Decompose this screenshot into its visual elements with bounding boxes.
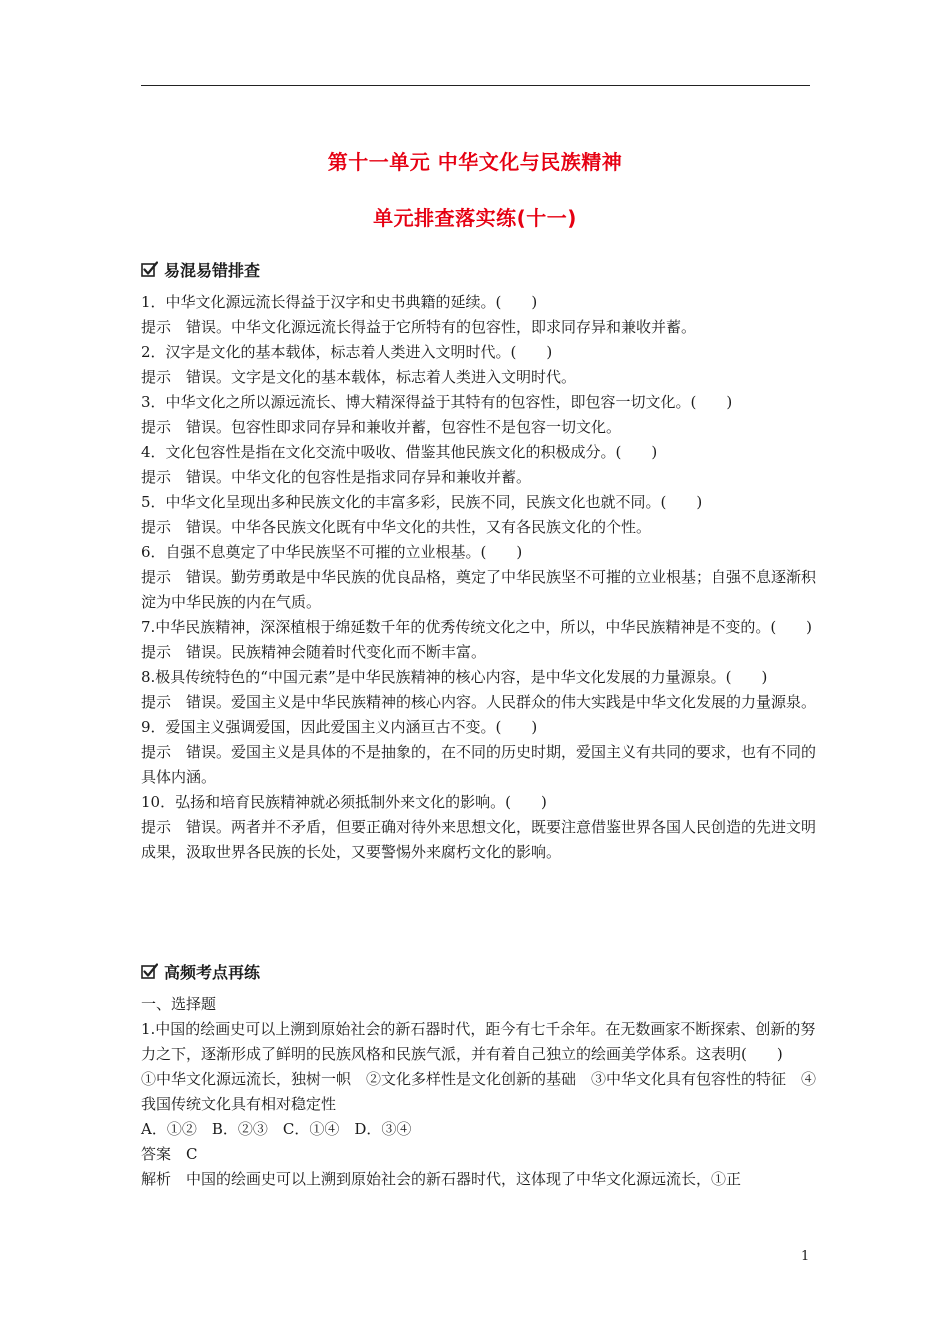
list-item <box>141 665 821 715</box>
checkbox-icon <box>141 261 158 278</box>
hint-label: 提示 <box>141 693 172 711</box>
header-rule <box>141 85 810 86</box>
question-text: 5．中华文化呈现出多种民族文化的丰富多彩，民族不同，民族文化也就不同。( ) <box>141 493 703 511</box>
question-text: 9．爱国主义强调爱国，因此爱国主义内涵亘古不变。( ) <box>141 718 538 736</box>
hint-text: 错误。中华文化源远流长得益于它所特有的包容性，即求同存异和兼收并蓄。 <box>186 318 697 336</box>
question-text: 10．弘扬和培育民族精神就必须抵制外来文化的影响。( ) <box>141 793 547 811</box>
hint-line <box>141 815 821 865</box>
list-item <box>141 390 821 440</box>
statements-text: ①中华文化源远流长，独树一帜 ②文化多样性是文化创新的基础 ③中华文化具有包容性的特征 ④我国传统文化具有相对稳定性 <box>141 1070 817 1113</box>
hint-text: 错误。爱国主义是具体的不是抽象的，在不同的历史时期，爱国主义有共同的要求，也有不同的具体内涵。 <box>141 743 817 786</box>
hint-line <box>141 640 821 665</box>
hint-label: 提示 <box>141 468 172 486</box>
list-item <box>141 490 821 540</box>
analysis-label: 解析 <box>141 1170 172 1188</box>
hint-line <box>141 315 821 340</box>
question-text: 3．中华文化之所以源远流长、博大精深得益于其特有的包容性，即包容一切文化。( ) <box>141 393 733 411</box>
section-heading-mistakes <box>141 258 260 280</box>
question-text: 4．文化包容性是指在文化交流中吸收、借鉴其他民族文化的积极成分。( ) <box>141 443 658 461</box>
hint-line <box>141 465 821 490</box>
hint-text: 错误。包容性即求同存异和兼收并蓄，包容性不是包容一切文化。 <box>186 418 622 436</box>
list-item <box>141 615 821 665</box>
question-text: 1．中华文化源远流长得益于汉字和史书典籍的延续。( ) <box>141 293 538 311</box>
section-heading-text: 高频考点再练 <box>164 962 261 982</box>
unit-title: 第十一单元 中华文化与民族精神 <box>327 150 623 174</box>
answer-line <box>141 1142 821 1167</box>
hint-line <box>141 415 821 440</box>
hint-label: 提示 <box>141 368 172 386</box>
hint-line <box>141 690 821 715</box>
question-text: 2．汉字是文化的基本载体，标志着人类进入文明时代。( ) <box>141 343 553 361</box>
part-label: 一、选择题 <box>141 995 217 1013</box>
hint-text: 错误。中华文化的包容性是指求同存异和兼收并蓄。 <box>186 468 532 486</box>
question-text: 6．自强不息奠定了中华民族坚不可摧的立业根基。( ) <box>141 543 523 561</box>
list-item <box>141 540 821 615</box>
hint-line <box>141 740 821 790</box>
analysis-text: 中国的绘画史可以上溯到原始社会的新石器时代，这体现了中华文化源远流长，①正 <box>186 1170 742 1188</box>
page-subtitle: 单元排查落实练(十一) <box>373 206 577 230</box>
question-text: 7.中华民族精神，深深植根于绵延数千年的优秀传统文化之中，所以，中华民族精神是不变的。( ) <box>141 618 813 636</box>
list-item <box>141 340 821 390</box>
page-number: 1 <box>801 1249 810 1264</box>
list-item <box>141 440 821 490</box>
hint-text: 错误。文字是文化的基本载体，标志着人类进入文明时代。 <box>186 368 577 386</box>
hint-line <box>141 365 821 390</box>
hint-label: 提示 <box>141 318 172 336</box>
hint-label: 提示 <box>141 418 172 436</box>
hint-text: 错误。爱国主义是中华民族精神的核心内容。人民群众的伟大实践是中华文化发展的力量源泉。 <box>186 693 817 711</box>
answer-label: 答案 <box>141 1145 172 1163</box>
analysis-line <box>141 1167 821 1192</box>
answer-value: C <box>186 1145 198 1163</box>
options-text: A．①② B．②③ C．①④ D．③④ <box>141 1120 412 1138</box>
hint-label: 提示 <box>141 568 172 586</box>
hint-line <box>141 565 821 615</box>
practice-section <box>141 992 821 1192</box>
list-item <box>141 715 821 790</box>
hint-text: 错误。两者并不矛盾，但要正确对待外来思想文化，既要注意借鉴世界各国人民创造的先进文明成果，汲取世界各民族的长处，又要警惕外来腐朽文化的影响。 <box>141 818 817 861</box>
hint-text: 错误。勤劳勇敢是中华民族的优良品格，奠定了中华民族坚不可摧的立业根基；自强不息逐渐积淀为中华民族的内在气质。 <box>141 568 817 611</box>
hint-label: 提示 <box>141 743 172 761</box>
hint-text: 错误。民族精神会随着时代变化而不断丰富。 <box>186 643 487 661</box>
mistakes-list <box>141 290 821 865</box>
hint-label: 提示 <box>141 818 172 836</box>
section-heading-text: 易混易错排查 <box>164 260 261 280</box>
hint-line <box>141 515 821 540</box>
question-text: 8.极具传统特色的“中国元素”是中华民族精神的核心内容，是中华文化发展的力量源泉。( ) <box>141 668 768 686</box>
hint-label: 提示 <box>141 643 172 661</box>
hint-text: 错误。中华各民族文化既有中华文化的共性，又有各民族文化的个性。 <box>186 518 652 536</box>
question-text: 1.中国的绘画史可以上溯到原始社会的新石器时代，距今有七千余年。在无数画家不断探索、创新的努力之下，逐渐形成了鲜明的民族风格和民族气派，并有着自己独立的绘画美学体系。这表明( ) <box>141 1020 816 1063</box>
list-item <box>141 290 821 340</box>
hint-label: 提示 <box>141 518 172 536</box>
checkbox-icon <box>141 963 158 980</box>
list-item <box>141 790 821 865</box>
section-heading-practice <box>141 960 260 982</box>
